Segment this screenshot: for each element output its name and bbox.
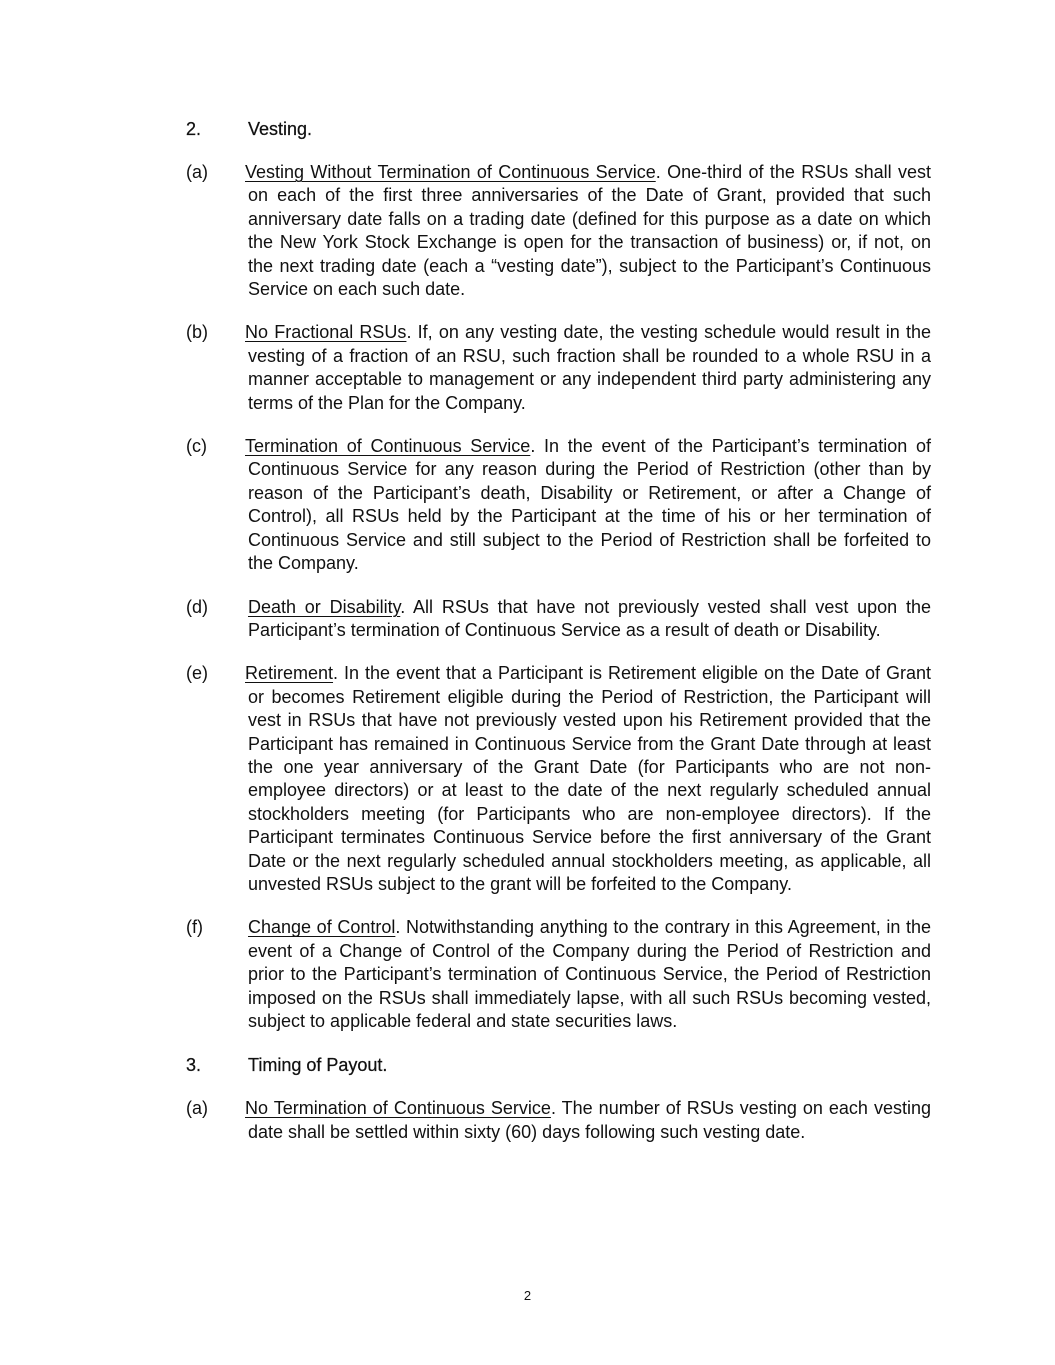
clause-title: Vesting Without Termination of Continuous Service: [245, 162, 656, 182]
section-heading-timing-of-payout: [186, 1053, 931, 1077]
section-number: 2.: [186, 119, 202, 139]
clause-2b: [186, 321, 931, 415]
page-number: 2: [523, 1288, 532, 1303]
clause-text: . Notwithstanding anything to the contrary in this Agreement, in the event of a Change of Control of the Company during the Period of Restriction and prior to the Participant’s termination of Continuous Service, the Period of Restriction imposed on the RSUs shall immediately lapse, with all such RSUs becoming vested, subject to applicable federal and state securities laws.: [248, 917, 931, 1031]
clause-2a: [186, 161, 931, 301]
section-title: Timing of Payout.: [248, 1055, 388, 1076]
section-heading-vesting: [186, 117, 931, 141]
clause-text: . If, on any vesting date, the vesting schedule would result in the vesting of a fraction of an RSU, such fraction shall be rounded to a whole RSU in a manner acceptable to management or any independent third party administering any terms of the Plan for the Company.: [248, 322, 932, 413]
clause-letter: (e): [186, 663, 208, 684]
clause-title: No Termination of Continuous Service: [245, 1098, 551, 1119]
clause-title: No Fractional RSUs: [245, 322, 407, 343]
clause-title: Change of Control: [248, 917, 396, 938]
clause-2c: [186, 435, 931, 575]
clause-letter: (c): [186, 436, 207, 457]
clause-text: . In the event of the Participant’s termination of Continuous Service for any reason during the Period of Restriction (other than by reason of the Participant’s death, Disability or Retirement, or after a Change of Control), all RSUs held by the Participant at the time of his or her termination of Continuous Service and still subject to the Period of Restriction shall be forfeited to the Company.: [248, 436, 932, 574]
clause-title: Termination of Continuous Service: [245, 436, 531, 457]
clause-title: Retirement: [245, 663, 334, 684]
clause-2f: [186, 916, 931, 1033]
clause-2e: [186, 662, 931, 896]
clause-letter: (d): [186, 596, 208, 617]
clause-text: . In the event that a Participant is Retirement eligible on the Date of Grant or becomes Retirement eligible during the Period of Restriction, the Participant will vest in RSUs that have not previously vested upon his Retirement provided that the Participant has remained in Continuous Service from the Grant Date through at least the one year anniversary of the Grant Date (for Participants who are not non-employee directors) or at least to the date of the next regularly scheduled annual stockholders meeting (for Participants who are non-employee directors). If the Participant terminates Continuous Service before the first anniversary of the Grant Date or the next regularly scheduled annual stockholders meeting, as applicable, all unvested RSUs subject to the grant will be forfeited to the Company.: [248, 663, 931, 894]
section-number: 3.: [186, 1055, 202, 1076]
clause-3a: [186, 1097, 931, 1144]
clause-letter: (b): [186, 322, 208, 343]
clause-letter: (a): [186, 1098, 208, 1119]
clause-text: . The number of RSUs vesting on each vesting date shall be settled within sixty (60) days following such vesting date.: [248, 1098, 932, 1142]
section-title: Vesting.: [248, 119, 313, 139]
clause-letter: (f): [186, 917, 203, 938]
document-body: [186, 117, 931, 1164]
clause-letter: (a): [186, 162, 208, 182]
clause-2d: [186, 596, 931, 643]
clause-title: Death or Disability: [248, 596, 401, 617]
clause-text: . All RSUs that have not previously vested shall vest upon the Participant’s termination of Continuous Service as a result of death or Disability.: [248, 596, 931, 640]
clause-text: . One-third of the RSUs shall vest on each of the first three anniversaries of the Date of Grant, provided that such anniversary date falls on a trading date (defined for this purpose as a date on which the New York Stock Exchange is open for the transaction of business) or, if not, on the next trading date (each a “vesting date”), subject to the Participant’s Continuous Service on each such date.: [248, 162, 931, 300]
